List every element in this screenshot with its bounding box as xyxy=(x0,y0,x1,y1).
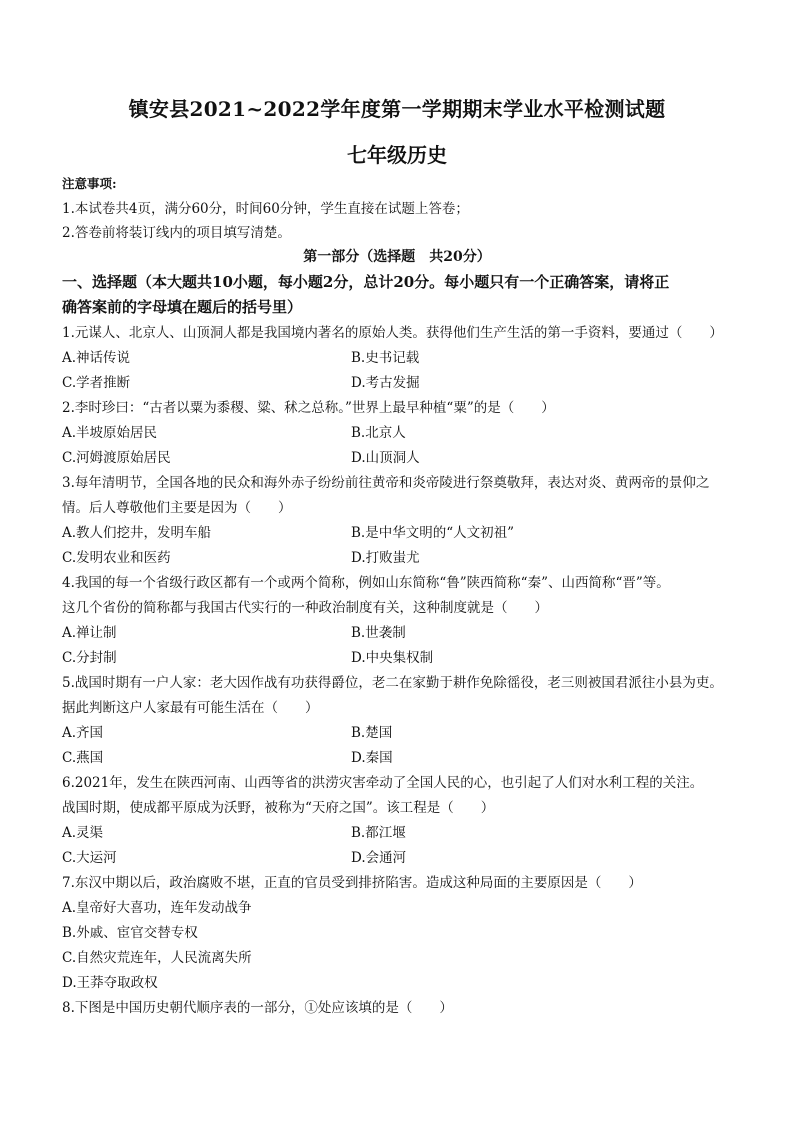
option-d: D.中央集权制 xyxy=(351,650,434,666)
question-stem: 2.李时珍曰：“古者以粟为黍稷、粱、秫之总称。”世界上最早种植“粟”的是（ ） xyxy=(62,400,555,416)
exam-subtitle: 七年级历史 xyxy=(347,143,447,167)
option-b: B.世袭制 xyxy=(351,625,406,641)
note-item: 2.答卷前将装订线内的项目填写清楚。 xyxy=(62,225,291,241)
option-c: C.发明农业和医药 xyxy=(62,550,171,566)
question-stem: 6.2021年，发生在陕西河南、山西等省的洪涝灾害牵动了全国人民的心，也引起了人们对水利工程的关注。 xyxy=(62,775,704,791)
option-b: B.外戚、宦官交替专权 xyxy=(62,925,198,941)
option-b: B.史书记载 xyxy=(351,350,420,366)
question-stem: 8.下图是中国历史朝代顺序表的一部分，①处应该填的是（ ） xyxy=(62,1000,453,1016)
option-c: C.自然灾荒连年，人民流离失所 xyxy=(62,950,252,966)
option-c: C.燕国 xyxy=(62,750,104,766)
option-a: A.半坡原始居民 xyxy=(62,425,158,441)
option-d: D.山顶洞人 xyxy=(351,450,420,466)
option-b: B.楚国 xyxy=(351,725,393,741)
option-b: B.是中华文明的“人文初祖” xyxy=(351,525,515,541)
note-item: 1.本试卷共4页，满分60分，时间60分钟，学生直接在试题上答卷； xyxy=(62,201,469,217)
question-stem: 据此判断这户人家最有可能生活在（ ） xyxy=(62,700,319,716)
option-b: B.都江堰 xyxy=(351,825,406,841)
option-d: D.打败蚩尤 xyxy=(351,550,420,566)
notes-heading: 注意事项: xyxy=(62,176,117,191)
option-d: D.秦国 xyxy=(351,750,393,766)
option-c: C.分封制 xyxy=(62,650,117,666)
option-a: A.齐国 xyxy=(62,725,104,741)
question-stem: 这几个省份的简称都与我国古代实行的一种政治制度有关，这种制度就是（ ） xyxy=(62,600,548,616)
question-stem: 5.战国时期有一户人家：老大因作战有功获得爵位，老二在家勤于耕作免除徭役，老三则被国君派往小县为吏。 xyxy=(62,675,723,691)
question-stem: 3.每年清明节，全国各地的民众和海外赤子纷纷前往黄帝和炎帝陵进行祭奠敬拜，表达对炎、黄两帝的景仰之 xyxy=(62,475,710,491)
question-stem: 情。后人尊敬他们主要是因为（ ） xyxy=(62,500,292,516)
option-a: A.皇帝好大喜功，连年发动战争 xyxy=(62,900,252,916)
section-instruction: 确答案前的字母填在题后的括号里） xyxy=(62,298,303,316)
exam-title: 镇安县2021~2022学年度第一学期期末学业水平检测试题 xyxy=(128,97,666,121)
option-a: A.禅让制 xyxy=(62,625,117,641)
option-d: D.王莽夺取政权 xyxy=(62,975,158,991)
option-c: C.学者推断 xyxy=(62,375,131,391)
option-c: C.大运河 xyxy=(62,850,117,866)
option-c: C.河姆渡原始居民 xyxy=(62,450,171,466)
question-stem: 4.我国的每一个省级行政区都有一个或两个简称，例如山东简称“鲁”陕西简称“秦”、山西简称“晋”等。 xyxy=(62,575,670,591)
option-a: A.教人们挖井，发明车船 xyxy=(62,525,212,541)
part-heading: 第一部分（选择题 共20分） xyxy=(303,249,491,265)
option-a: A.神话传说 xyxy=(62,350,131,366)
question-stem: 1.元谋人、北京人、山顶洞人都是我国境内著名的原始人类。获得他们生产生活的第一手资料，要通过（ ） xyxy=(62,325,723,341)
option-b: B.北京人 xyxy=(351,425,406,441)
option-d: D.考古发掘 xyxy=(351,375,420,391)
section-instruction: 一、选择题（本大题共10小题，每小题2分，总计20分。每小题只有一个正确答案，请将正 xyxy=(62,273,670,291)
question-stem: 战国时期，使成都平原成为沃野，被称为“天府之国”。该工程是（ ） xyxy=(62,800,495,816)
option-d: D.会通河 xyxy=(351,850,407,866)
question-stem: 7.东汉中期以后，政治腐败不堪，正直的官员受到排挤陷害。造成这种局面的主要原因是（ ） xyxy=(62,875,642,891)
option-a: A.灵渠 xyxy=(62,825,104,841)
